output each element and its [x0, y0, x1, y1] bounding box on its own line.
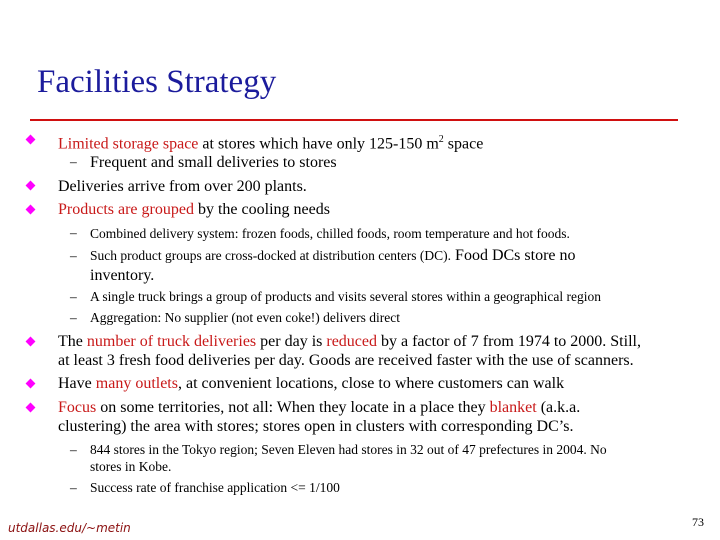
sub-bullet: Success rate of franchise application <= 1/100 [90, 480, 340, 495]
text: per day is [256, 333, 327, 350]
slide-title: Facilities Strategy [37, 64, 277, 100]
sub-bullet: A single truck brings a group of products and visits several stores within a geographical region [90, 289, 602, 304]
highlight: Limited storage space [58, 135, 199, 153]
sub-bullet-cont: inventory. [90, 267, 155, 284]
text: on some territories, not all: When they locate in a place they [96, 399, 490, 416]
bullet-storage [58, 130, 483, 153]
dash-bullet-icon: – [70, 248, 77, 263]
sub-bullet: Aggregation: No supplier (not even coke!) delivers direct [90, 310, 401, 325]
sub-bullet [90, 247, 576, 265]
text: by a factor of 7 from 1974 to 2000. Still, [377, 333, 641, 350]
bullet-trucks-cont: at least 3 fresh food deliveries per day. Goods are received faster with the use of scanners. [58, 352, 634, 369]
sub-bullet: Frequent and small deliveries to stores [90, 154, 337, 171]
diamond-bullet-icon [26, 379, 36, 389]
text: at stores which have only 125-150 m [198, 135, 439, 153]
text: space [443, 135, 484, 153]
text: Food DCs store no [451, 247, 576, 264]
diamond-bullet-icon [26, 135, 36, 145]
sub-bullet-cont: stores in Kobe. [90, 459, 172, 474]
footer-url: utdallas.edu/~metin [8, 521, 131, 535]
text: Such product groups are cross-docked at distribution centers (DC). [90, 248, 452, 263]
highlight: Focus [58, 399, 97, 416]
sub-bullet: Combined delivery system: frozen foods, chilled foods, room temperature and hot foods. [90, 226, 570, 241]
text: Have [58, 375, 96, 392]
text: (a.k.a. [536, 399, 581, 416]
diamond-bullet-icon [26, 403, 36, 413]
highlight: many outlets [95, 375, 178, 392]
text: by the cooling needs [193, 201, 330, 218]
diamond-bullet-icon [26, 337, 36, 347]
dash-bullet-icon: – [70, 442, 77, 457]
dash-bullet-icon: – [70, 289, 77, 304]
highlight: Products are grouped [58, 201, 194, 218]
highlight: number of truck deliveries [86, 333, 257, 350]
dash-bullet-icon: – [70, 154, 77, 169]
text: The [58, 333, 87, 350]
bullet-outlets [58, 374, 564, 393]
highlight: reduced [326, 333, 377, 350]
bullet-products [58, 200, 330, 219]
page-number: 73 [692, 515, 704, 529]
superscript: 2 [438, 134, 444, 145]
dash-bullet-icon: – [70, 310, 77, 325]
bullet-focus-cont: clustering) the area with stores; stores open in clusters with corresponding DC’s. [58, 418, 574, 435]
dash-bullet-icon: – [70, 225, 77, 240]
bullet-trucks [58, 332, 641, 351]
bullet-deliveries: Deliveries arrive from over 200 plants. [58, 178, 307, 195]
bullet-focus [58, 398, 580, 417]
diamond-bullet-icon [26, 181, 36, 191]
sub-bullet: 844 stores in the Tokyo region; Seven Eleven had stores in 32 out of 47 prefectures in 2004. No [90, 442, 607, 457]
title-rule [30, 119, 678, 121]
highlight: blanket [489, 399, 537, 416]
dash-bullet-icon: – [70, 480, 77, 495]
diamond-bullet-icon [26, 205, 36, 215]
text: , at convenient locations, close to where customers can walk [177, 375, 565, 392]
